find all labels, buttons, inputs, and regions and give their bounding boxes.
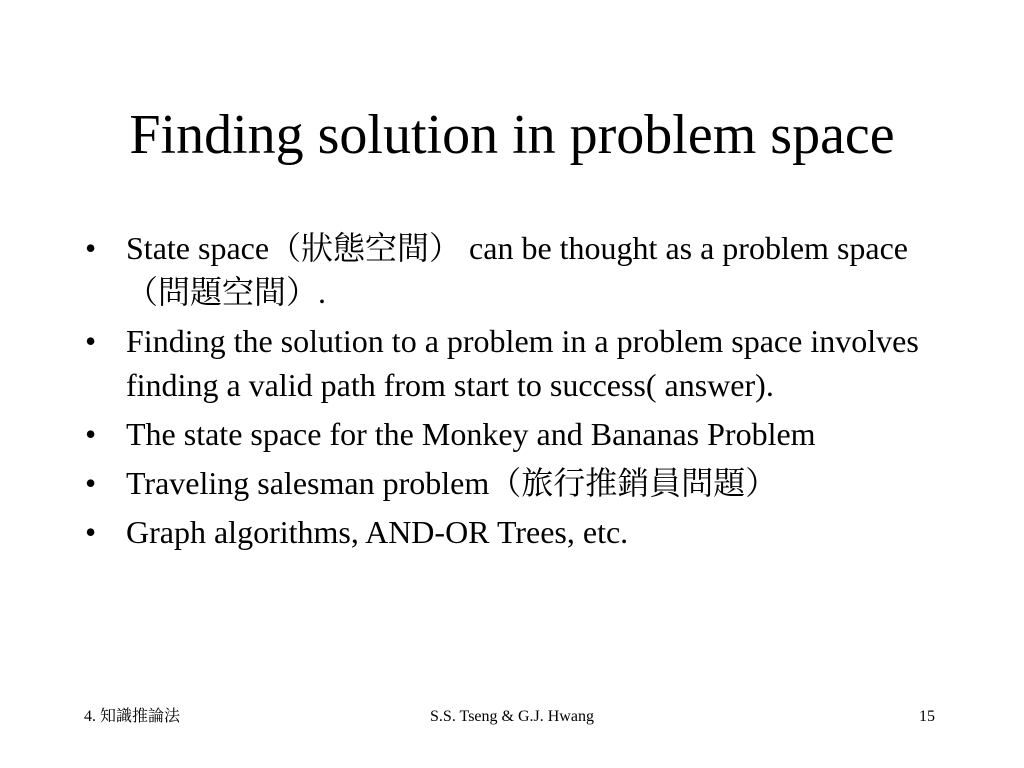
bullet-list xyxy=(85,226,955,559)
bullet-icon: • xyxy=(85,230,97,266)
bullet-text: Finding the solution to a problem in a problem space involves finding a valid path from start to success( answer). xyxy=(126,323,919,403)
bullet-item-state-space xyxy=(85,226,955,314)
bullet-text: The state space for the Monkey and Bananas Problem xyxy=(126,416,816,452)
bullet-text: State space（狀態空間） can be thought as a problem space（問題空間）. xyxy=(126,230,909,310)
bullet-icon: • xyxy=(85,323,97,359)
bullet-icon: • xyxy=(85,465,97,501)
bullet-item-monkey-bananas xyxy=(85,412,955,456)
bullet-text: Traveling salesman problem（旅行推銷員問題） xyxy=(126,465,778,501)
bullet-item-finding-solution xyxy=(85,319,955,407)
bullet-icon: • xyxy=(85,416,97,452)
bullet-text: Graph algorithms, AND-OR Trees, etc. xyxy=(126,514,629,550)
slide-title: Finding solution in problem space xyxy=(129,104,895,166)
bullet-icon: • xyxy=(85,514,97,550)
page-number: 15 xyxy=(919,708,935,725)
bullet-item-graph-algorithms xyxy=(85,510,955,554)
bullet-item-traveling-salesman xyxy=(85,461,955,505)
footer-chapter: 4. 知識推論法 xyxy=(84,708,181,725)
footer-authors: S.S. Tseng & G.J. Hwang xyxy=(430,708,594,725)
